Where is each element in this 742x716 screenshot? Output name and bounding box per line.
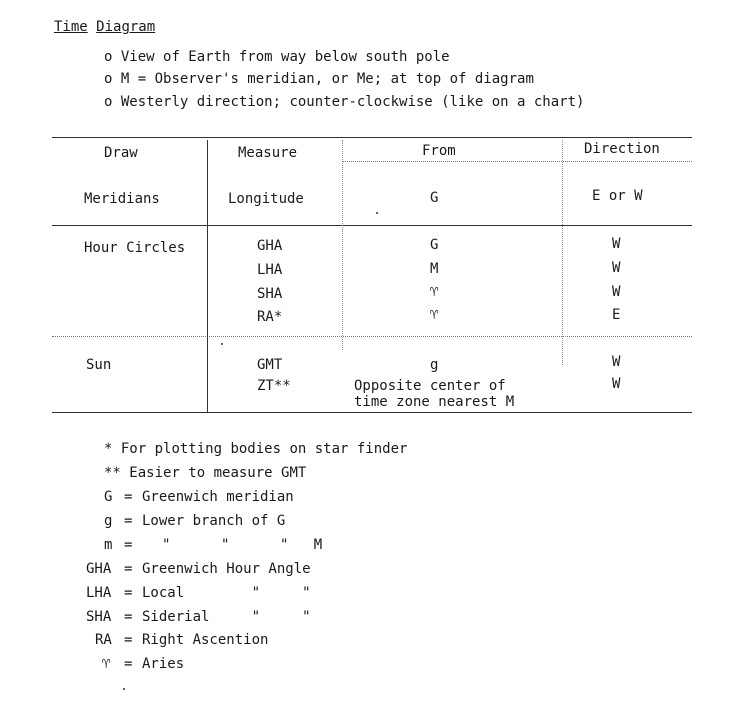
cell-from-g: G <box>430 190 439 206</box>
cell-direction: W <box>612 354 621 370</box>
header-direction: Direction <box>584 141 660 157</box>
cell-direction: E <box>612 307 621 323</box>
note-text: Local " " <box>142 585 311 601</box>
note-key: GHA <box>86 561 112 577</box>
cell-measure: RA* <box>257 309 283 325</box>
cell-measure: LHA <box>257 262 283 278</box>
cell-draw-hour-circles: Hour Circles <box>84 240 186 256</box>
table-bottom-rule <box>52 412 692 413</box>
title-word-diagram: Diagram <box>96 19 156 35</box>
note-item <box>104 441 407 457</box>
cell-measure-longitude: Longitude <box>228 191 304 207</box>
bullet-marker: o <box>104 49 113 65</box>
note-item <box>104 465 306 481</box>
cell-from-line1: Opposite center of <box>354 378 506 394</box>
section-rule-1 <box>52 225 692 226</box>
note-text: " " " M <box>162 537 323 553</box>
scan-speck <box>123 688 125 690</box>
header-draw: Draw <box>104 145 138 161</box>
note-sep: = <box>124 632 133 648</box>
header-rule <box>342 161 692 162</box>
note-key: * <box>104 441 113 457</box>
note-key-aries-symbol: ♈ <box>102 656 111 672</box>
page-title <box>54 19 155 35</box>
cell-measure: SHA <box>257 286 283 302</box>
table-top-rule <box>52 137 692 138</box>
title-word-time: Time <box>54 19 88 35</box>
cell-direction: W <box>612 284 621 300</box>
note-sep: = <box>124 585 133 601</box>
cell-from: M <box>430 261 439 277</box>
cell-from-line2: time zone nearest M <box>354 394 515 410</box>
cell-measure: ZT** <box>257 378 291 394</box>
note-sep: = <box>124 489 133 505</box>
note-key: SHA <box>86 609 112 625</box>
note-text: Greenwich Hour Angle <box>142 561 311 577</box>
cell-draw-sun: Sun <box>86 357 112 373</box>
note-text: Siderial " " <box>142 609 311 625</box>
note-key: LHA <box>86 585 112 601</box>
note-sep: = <box>124 656 133 672</box>
cell-direction: W <box>612 376 621 392</box>
column-divider-3 <box>562 140 563 365</box>
note-text: Aries <box>142 656 185 672</box>
note-text: For plotting bodies on star finder <box>120 441 408 457</box>
note-sep: = <box>124 609 133 625</box>
scan-speck <box>221 343 223 345</box>
cell-direction: W <box>612 236 621 252</box>
cell-direction: W <box>612 260 621 276</box>
header-from: From <box>422 143 456 159</box>
note-key: m <box>104 537 113 553</box>
note-text: Right Ascention <box>142 632 269 648</box>
header-measure: Measure <box>238 145 298 161</box>
note-text: Lower branch of G <box>142 513 286 529</box>
section-rule-2 <box>52 336 692 337</box>
note-key: ** <box>104 465 121 481</box>
column-divider-1 <box>207 140 208 412</box>
note-sep: = <box>124 537 133 553</box>
cell-from-aries-symbol: ♈ <box>430 284 439 300</box>
bullet-item <box>104 49 450 65</box>
cell-measure: GMT <box>257 357 283 373</box>
cell-from-aries-symbol: ♈ <box>430 307 439 323</box>
cell-draw-meridians: Meridians <box>84 191 160 207</box>
scan-speck <box>376 212 378 214</box>
note-text: Greenwich meridian <box>142 489 294 505</box>
column-divider-2 <box>342 140 343 350</box>
note-sep: = <box>124 513 133 529</box>
cell-direction-e-or-w: E or W <box>592 188 643 204</box>
bullet-text: View of Earth from way below south pole <box>120 49 450 65</box>
note-key: g <box>104 513 113 529</box>
bullet-item <box>104 94 584 110</box>
note-key: G <box>104 489 113 505</box>
bullet-marker: o <box>104 94 113 110</box>
cell-from: G <box>430 237 439 253</box>
bullet-text: M = Observer's meridian, or Me; at top of diagram <box>120 71 534 87</box>
note-sep: = <box>124 561 133 577</box>
bullet-item <box>104 71 534 87</box>
bullet-marker: o <box>104 71 113 87</box>
note-key: RA <box>95 632 112 648</box>
cell-measure: GHA <box>257 238 283 254</box>
note-text: Easier to measure GMT <box>129 465 307 481</box>
cell-from: g <box>430 357 439 373</box>
bullet-text: Westerly direction; counter-clockwise (like on a chart) <box>120 94 585 110</box>
